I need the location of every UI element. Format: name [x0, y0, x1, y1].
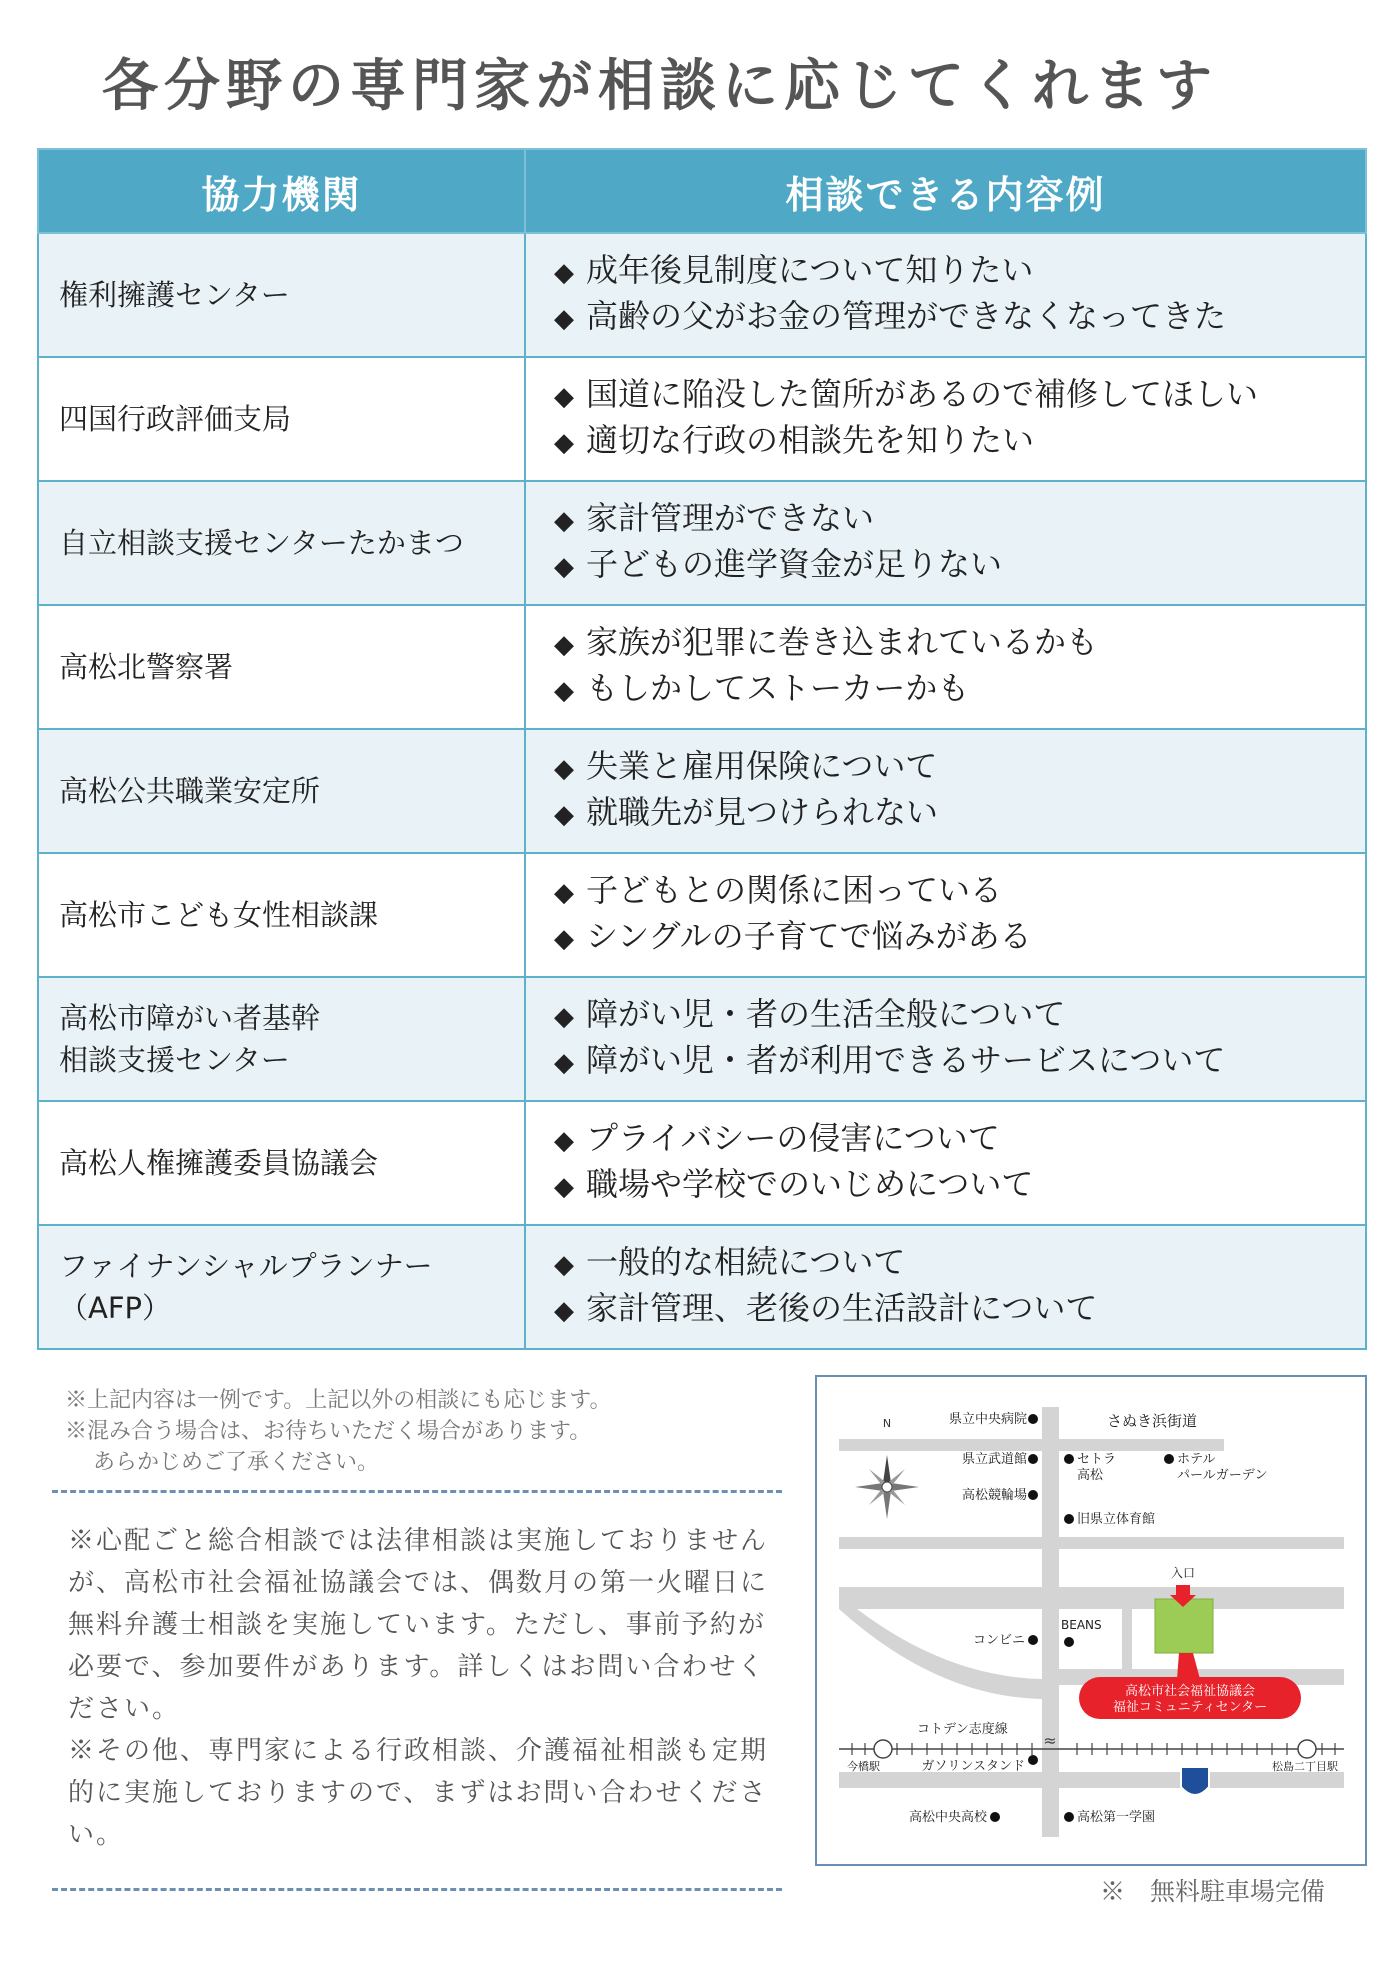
page-title: 各分野の専門家が相談に応じてくれます — [102, 53, 1218, 119]
example-text: 国道に陥没した箇所があるので補修してほしい — [586, 375, 1259, 413]
table-body — [38, 233, 1366, 1349]
road — [839, 1537, 1344, 1549]
parking-note: ※ 無料駐車場完備 — [1100, 1877, 1326, 1906]
map-label-setora-1: セトラ — [1077, 1452, 1117, 1467]
example-text: プライバシーの侵害について — [586, 1119, 1000, 1157]
example-item — [554, 1163, 1337, 1209]
table-row — [38, 1101, 1366, 1225]
examples-cell — [525, 357, 1366, 481]
organization-name: 高松人権擁護委員協議会 — [59, 1146, 379, 1180]
table-row — [38, 729, 1366, 853]
map-label-station-right: 松島二丁目駅 — [1272, 1760, 1338, 1773]
map-label-entrance: 入口 — [1171, 1566, 1196, 1580]
diamond-bullet-icon: ◆ — [554, 1048, 574, 1078]
examples-cell — [525, 977, 1366, 1101]
header-organization: 協力機関 — [38, 149, 525, 233]
map-label-hotel-1: ホテル — [1177, 1452, 1216, 1467]
map-label-setora-2: 高松 — [1077, 1468, 1104, 1483]
examples-cell — [525, 853, 1366, 977]
notes — [65, 1385, 785, 1478]
diamond-bullet-icon: ◆ — [554, 676, 574, 706]
map-label-station-left: 今橋駅 — [847, 1760, 880, 1773]
example-item — [554, 869, 1337, 915]
compass-icon — [855, 1455, 919, 1519]
diamond-bullet-icon: ◆ — [554, 1172, 574, 1202]
example-text: 成年後見制度について知りたい — [586, 251, 1034, 289]
station-icon — [1298, 1740, 1316, 1758]
table-row — [38, 357, 1366, 481]
example-item — [554, 295, 1337, 341]
diamond-bullet-icon: ◆ — [554, 878, 574, 908]
example-text: 子どもとの関係に困っている — [586, 871, 1003, 909]
example-text: 家族が犯罪に巻き込まれているかも — [586, 623, 1099, 661]
table-row — [38, 1225, 1366, 1349]
example-text: もしかしてストーカーかも — [586, 669, 970, 707]
example-item — [554, 915, 1337, 961]
example-item — [554, 373, 1337, 419]
example-item — [554, 1117, 1337, 1163]
table-row — [38, 481, 1366, 605]
example-item — [554, 791, 1337, 837]
road — [1042, 1407, 1059, 1837]
organization-name: 四国行政評価支局 — [59, 402, 292, 436]
example-item — [554, 621, 1337, 667]
example-text: 障がい児・者が利用できるサービスについて — [586, 1041, 1226, 1079]
example-text: 一般的な相続について — [586, 1243, 906, 1281]
pointer-icon — [1177, 1653, 1200, 1679]
map-label-budokan: 県立武道館 — [961, 1452, 1027, 1467]
organization-name: 高松北警察署 — [59, 650, 234, 684]
example-item — [554, 1287, 1337, 1333]
paragraph: ※その他、専門家による行政相談、介護福祉相談も定期的に実施しておりますので、まずはお問い合わせください。 — [68, 1736, 769, 1850]
map-label-beans: BEANS — [1061, 1618, 1102, 1632]
route-shield-icon — [1181, 1767, 1209, 1795]
welfare-center-building — [1155, 1599, 1213, 1653]
crossing-mark: ≈ — [1043, 1731, 1057, 1750]
diamond-bullet-icon: ◆ — [554, 924, 574, 954]
note-line: ※上記内容は一例です。上記以外の相談にも応じます。 — [65, 1388, 612, 1413]
diamond-bullet-icon: ◆ — [554, 258, 574, 288]
example-text: 家計管理、老後の生活設計について — [586, 1289, 1098, 1327]
diamond-bullet-icon: ◆ — [554, 1296, 574, 1326]
example-text: 失業と雇用保険について — [586, 747, 938, 785]
table-row — [38, 605, 1366, 729]
diamond-bullet-icon: ◆ — [554, 382, 574, 412]
legal-consultation-text — [68, 1520, 778, 1856]
example-text: 高齢の父がお金の管理ができなくなってきた — [586, 297, 1227, 335]
organization-cell — [38, 977, 525, 1101]
organization-name: 権利擁護センター — [59, 278, 290, 312]
organization-name: ファイナンシャルプランナー（AFP） — [59, 1249, 433, 1325]
header-examples: 相談できる内容例 — [525, 149, 1366, 233]
organization-name: 高松市障がい者基幹 — [59, 1001, 321, 1035]
compass-label: N — [882, 1417, 892, 1430]
organization-cell — [38, 729, 525, 853]
organization-name: 高松公共職業安定所 — [59, 774, 321, 808]
station-icon — [874, 1740, 892, 1758]
example-item — [554, 667, 1337, 713]
table-row — [38, 233, 1366, 357]
organization-cell — [38, 1101, 525, 1225]
map-label-keirin: 高松競輪場 — [961, 1488, 1027, 1503]
diamond-bullet-icon: ◆ — [554, 552, 574, 582]
table-row — [38, 853, 1366, 977]
divider — [52, 1888, 782, 1891]
road — [839, 1772, 1344, 1788]
map-label-hospital: 県立中央病院 — [948, 1412, 1027, 1427]
example-text: 子どもの進学資金が足りない — [586, 545, 1003, 583]
diamond-bullet-icon: ◆ — [554, 428, 574, 458]
diamond-bullet-icon: ◆ — [554, 630, 574, 660]
paragraph: ※心配ごと総合相談では法律相談は実施しておりませんが、高松市社会福祉協議会では、偶数月の第一火曜日に無料弁護士相談を実施しています。ただし、事前予約が必要で、参加要件があります。詳しくはお問い合わせください。 — [68, 1526, 769, 1724]
road — [1122, 1609, 1132, 1679]
railway — [839, 1731, 1344, 1758]
access-map — [815, 1375, 1367, 1866]
example-text: 適切な行政の相談先を知りたい — [586, 421, 1035, 459]
organization-cell — [38, 233, 525, 357]
note-line: あらかじめご了承ください。 — [93, 1450, 380, 1475]
organization-name: 自立相談支援センターたかまつ — [59, 526, 464, 560]
map-label-target-2: 福祉コミュニティセンター — [1112, 1700, 1268, 1715]
map-label-street: さぬき浜街道 — [1107, 1412, 1198, 1430]
example-text: 障がい児・者の生活全般について — [586, 995, 1066, 1033]
diamond-bullet-icon: ◆ — [554, 1126, 574, 1156]
consultation-table — [37, 148, 1367, 1350]
examples-cell — [525, 605, 1366, 729]
map-label-target-1: 高松市社会福祉協議会 — [1124, 1684, 1256, 1699]
example-item — [554, 249, 1337, 295]
organization-cell — [38, 1225, 525, 1349]
diamond-bullet-icon: ◆ — [554, 506, 574, 536]
example-item — [554, 419, 1337, 465]
examples-cell — [525, 481, 1366, 605]
organization-cell — [38, 853, 525, 977]
diamond-bullet-icon: ◆ — [554, 1002, 574, 1032]
example-item — [554, 1241, 1337, 1287]
map-label-gas-station: ガソリンスタンド — [921, 1759, 1025, 1774]
example-item — [554, 497, 1337, 543]
example-item — [554, 543, 1337, 589]
diamond-bullet-icon: ◆ — [554, 754, 574, 784]
diamond-bullet-icon: ◆ — [554, 800, 574, 830]
example-item — [554, 993, 1337, 1039]
organization-cell — [38, 605, 525, 729]
diamond-bullet-icon: ◆ — [554, 1250, 574, 1280]
organization-cell — [38, 357, 525, 481]
diamond-bullet-icon: ◆ — [554, 304, 574, 334]
examples-cell — [525, 1225, 1366, 1349]
road-curve — [839, 1609, 1042, 1699]
road — [839, 1587, 1344, 1609]
example-text: 家計管理ができない — [586, 499, 875, 537]
example-item — [554, 1039, 1337, 1085]
organization-name: 相談支援センター — [59, 1043, 290, 1077]
map-label-gym: 旧県立体育館 — [1077, 1512, 1156, 1527]
map-label-hotel-2: パールガーデン — [1177, 1468, 1268, 1483]
examples-cell — [525, 729, 1366, 853]
note-line: ※混み合う場合は、お待ちいただく場合があります。 — [65, 1419, 592, 1444]
example-text: 就職先が見つけられない — [586, 793, 939, 831]
map-label-highschool-1: 高松中央高校 — [908, 1810, 987, 1825]
examples-cell — [525, 1101, 1366, 1225]
examples-cell — [525, 233, 1366, 357]
map-label-railway: コトデン志度線 — [917, 1722, 1008, 1737]
example-item — [554, 745, 1337, 791]
table-header-row — [38, 149, 1366, 233]
divider — [52, 1490, 782, 1493]
organization-name: 高松市こども女性相談課 — [59, 898, 379, 932]
road — [839, 1439, 1224, 1451]
table-row — [38, 977, 1366, 1101]
map-label-convenience: コンビニ — [972, 1633, 1025, 1648]
example-text: 職場や学校でのいじめについて — [586, 1165, 1034, 1203]
organization-cell — [38, 481, 525, 605]
map-label-highschool-2: 高松第一学園 — [1077, 1810, 1156, 1825]
example-text: シングルの子育てで悩みがある — [586, 917, 1032, 955]
